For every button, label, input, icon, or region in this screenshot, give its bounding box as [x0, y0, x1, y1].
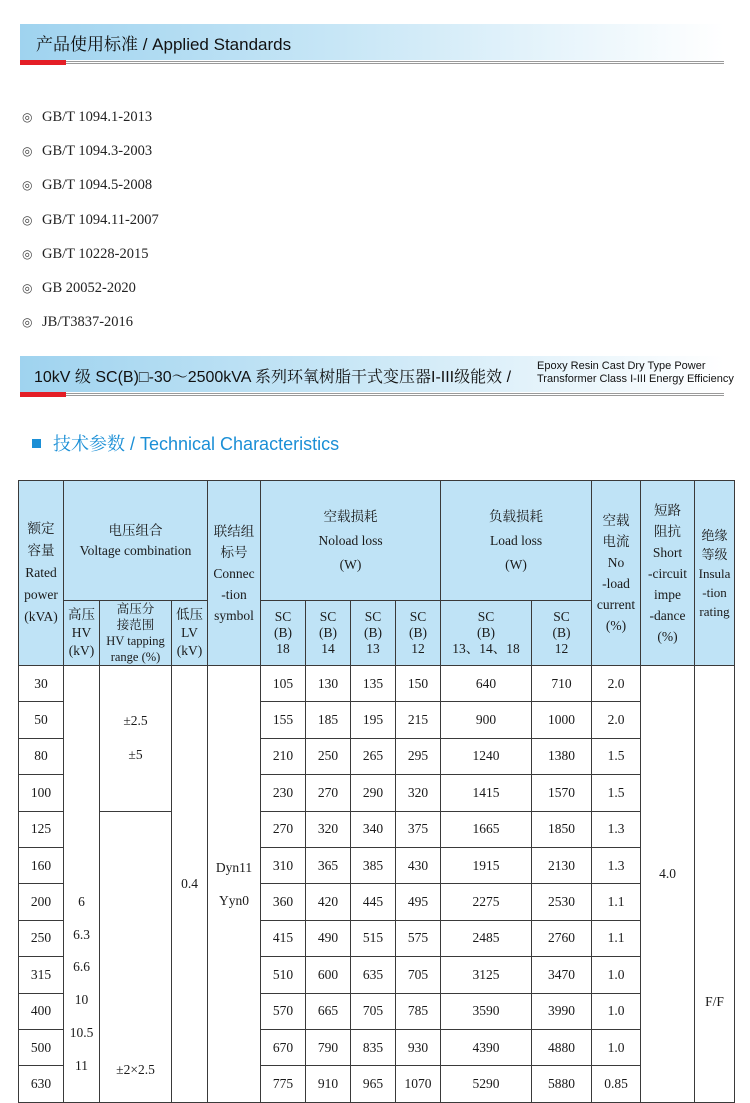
double-circle-bullet-icon: ◎	[22, 178, 33, 193]
cell-rated-power: 30	[19, 666, 64, 702]
cell-nl14: 665	[306, 993, 351, 1029]
cell-nl18: 415	[261, 920, 306, 956]
cell-nl12: 320	[396, 775, 441, 811]
cell-rated-power: 80	[19, 738, 64, 774]
header-rated-en: Rated power (kVA)	[24, 565, 58, 624]
red-accent-bar	[20, 392, 66, 397]
cell-ll12: 1000	[532, 702, 592, 738]
cell-nl13: 265	[351, 738, 396, 774]
standard-code: GB 20052-2020	[42, 280, 136, 297]
cell-rated-power: 200	[19, 884, 64, 920]
cell-rated-power: 125	[19, 811, 64, 847]
header-nl-sc12: SC (B) 12	[396, 601, 441, 666]
cell-nl13: 965	[351, 1066, 396, 1102]
double-circle-bullet-icon: ◎	[22, 212, 33, 227]
standard-item	[22, 271, 159, 305]
header-hv: 高压 HV (kV)	[64, 601, 100, 666]
cell-cur: 1.0	[592, 1029, 641, 1065]
standard-code: GB/T 10228-2015	[42, 245, 149, 262]
cell-cur: 1.3	[592, 847, 641, 883]
cell-cur: 2.0	[592, 702, 641, 738]
divider-line	[66, 63, 724, 64]
cell-ll12: 2760	[532, 920, 592, 956]
header-rated-power	[19, 481, 64, 666]
table-header	[19, 481, 735, 666]
cell-nl14: 790	[306, 1029, 351, 1065]
cell-nl13: 835	[351, 1029, 396, 1065]
cell-nl13: 135	[351, 666, 396, 702]
header-voltage-combination	[64, 481, 208, 601]
standard-code: JB/T3837-2016	[42, 314, 134, 331]
banner-underline	[20, 392, 724, 397]
double-circle-bullet-icon: ◎	[22, 109, 33, 124]
header-impedance: 短路 阻抗 Short -circuit impe -dance (%)	[641, 481, 695, 666]
cell-ll: 640	[441, 666, 532, 702]
divider-line	[66, 61, 724, 62]
standard-item	[22, 306, 159, 340]
cell-nl18: 230	[261, 775, 306, 811]
subtitle-line-2: Transformer Class I-III Energy Efficiency	[537, 373, 734, 385]
cell-ll: 3125	[441, 957, 532, 993]
cell-nl18: 210	[261, 738, 306, 774]
cell-nl18: 155	[261, 702, 306, 738]
standard-item	[22, 169, 159, 203]
cell-ll: 900	[441, 702, 532, 738]
cell-ll: 1415	[441, 775, 532, 811]
cell-nl12: 705	[396, 957, 441, 993]
cell-nl13: 340	[351, 811, 396, 847]
cell-nl13: 385	[351, 847, 396, 883]
cell-rated-power: 100	[19, 775, 64, 811]
standard-code: GB/T 1094.1-2013	[42, 108, 153, 125]
header-noload-loss: 空载损耗 Noload loss (W)	[261, 481, 441, 601]
cell-ll12: 1380	[532, 738, 592, 774]
cell-nl14: 130	[306, 666, 351, 702]
cell-ll: 2485	[441, 920, 532, 956]
cell-nl12: 295	[396, 738, 441, 774]
cell-nl12: 430	[396, 847, 441, 883]
section-banner-product-series	[20, 356, 734, 392]
header-insulation: 绝缘 等级 Insula -tion rating	[695, 481, 735, 666]
cell-nl18: 670	[261, 1029, 306, 1065]
double-circle-bullet-icon: ◎	[22, 143, 33, 158]
header-load-loss: 负载损耗 Load loss (W)	[441, 481, 592, 601]
cell-ll: 1240	[441, 738, 532, 774]
header-ll-sc12: SC (B) 12	[532, 601, 592, 666]
cell-nl12: 375	[396, 811, 441, 847]
square-bullet-icon	[32, 439, 41, 448]
standard-item	[22, 203, 159, 237]
cell-ll12: 710	[532, 666, 592, 702]
section-subtitle	[537, 360, 734, 386]
cell-ll12: 3470	[532, 957, 592, 993]
divider-line	[66, 395, 724, 396]
header-voltage-en: Voltage combination	[79, 542, 192, 558]
table-row	[19, 811, 735, 847]
tech-heading-text: 技术参数 / Technical Characteristics	[53, 434, 340, 454]
cell-rated-power: 160	[19, 847, 64, 883]
cell-cur: 2.0	[592, 666, 641, 702]
cell-rated-power: 630	[19, 1066, 64, 1102]
cell-nl14: 320	[306, 811, 351, 847]
divider-line	[66, 393, 724, 394]
cell-nl14: 250	[306, 738, 351, 774]
cell-ll: 1665	[441, 811, 532, 847]
cell-ll: 3590	[441, 993, 532, 1029]
cell-connection-value: Dyn11 Yyn0	[208, 666, 261, 1103]
cell-cur: 1.5	[592, 775, 641, 811]
cell-rated-power: 250	[19, 920, 64, 956]
header-voltage-cn: 电压组合	[108, 522, 163, 538]
header-lv: 低压 LV (kV)	[172, 601, 208, 666]
cell-cur: 1.5	[592, 738, 641, 774]
cell-nl12: 575	[396, 920, 441, 956]
cell-ll: 1915	[441, 847, 532, 883]
section-banner-applied-standards	[20, 24, 724, 60]
cell-nl14: 420	[306, 884, 351, 920]
cell-nl12: 150	[396, 666, 441, 702]
tech-heading	[32, 430, 339, 456]
table-body	[19, 666, 735, 1103]
cell-ll12: 1570	[532, 775, 592, 811]
cell-nl12: 495	[396, 884, 441, 920]
cell-nl18: 775	[261, 1066, 306, 1102]
cell-nl13: 705	[351, 993, 396, 1029]
header-rated-cn: 额定 容量	[27, 521, 55, 558]
cell-lv-value: 0.4	[172, 666, 208, 1103]
cell-insulation-value: F/F	[695, 666, 735, 1103]
cell-ll12: 1850	[532, 811, 592, 847]
banner-underline	[20, 60, 724, 65]
cell-ll12: 2130	[532, 847, 592, 883]
cell-ll12: 5880	[532, 1066, 592, 1102]
cell-nl12: 1070	[396, 1066, 441, 1102]
spec-table	[18, 480, 735, 1103]
cell-nl14: 910	[306, 1066, 351, 1102]
header-nl-sc18: SC (B) 18	[261, 601, 306, 666]
cell-nl18: 310	[261, 847, 306, 883]
cell-cur: 1.1	[592, 920, 641, 956]
section-title: 产品使用标准 / Applied Standards	[36, 35, 292, 54]
cell-ll: 4390	[441, 1029, 532, 1065]
header-ll-sc131418: SC (B) 13、14、18	[441, 601, 532, 666]
standard-code: GB/T 1094.11-2007	[42, 211, 159, 228]
cell-cur: 0.85	[592, 1066, 641, 1102]
cell-rated-power: 500	[19, 1029, 64, 1065]
cell-nl18: 570	[261, 993, 306, 1029]
cell-impedance-value: 4.0	[641, 666, 695, 1103]
cell-cur: 1.0	[592, 957, 641, 993]
cell-nl12: 930	[396, 1029, 441, 1065]
cell-ll12: 4880	[532, 1029, 592, 1065]
header-connection-symbol: 联结组 标号 Connec -tion symbol	[208, 481, 261, 666]
cell-nl14: 365	[306, 847, 351, 883]
standard-code: GB/T 1094.3-2003	[42, 142, 153, 159]
cell-nl18: 360	[261, 884, 306, 920]
cell-cur: 1.0	[592, 993, 641, 1029]
cell-cur: 1.3	[592, 811, 641, 847]
subtitle-line-1: Epoxy Resin Cast Dry Type Power	[537, 360, 706, 372]
cell-nl14: 270	[306, 775, 351, 811]
double-circle-bullet-icon: ◎	[22, 315, 33, 330]
cell-ll12: 2530	[532, 884, 592, 920]
cell-ll: 2275	[441, 884, 532, 920]
cell-nl18: 105	[261, 666, 306, 702]
double-circle-bullet-icon: ◎	[22, 281, 33, 296]
standard-item	[22, 100, 159, 134]
cell-nl12: 785	[396, 993, 441, 1029]
header-nl-sc14: SC (B) 14	[306, 601, 351, 666]
double-circle-bullet-icon: ◎	[22, 246, 33, 261]
cell-rated-power: 50	[19, 702, 64, 738]
header-hv-tapping	[100, 601, 172, 666]
cell-nl14: 600	[306, 957, 351, 993]
header-nl-sc13: SC (B) 13	[351, 601, 396, 666]
cell-nl13: 445	[351, 884, 396, 920]
cell-nl18: 270	[261, 811, 306, 847]
red-accent-bar	[20, 60, 66, 65]
cell-nl14: 185	[306, 702, 351, 738]
cell-nl18: 510	[261, 957, 306, 993]
section-title: 10kV 级 SC(B)□-30～2500kVA 系列环氧树脂干式变压器I-III级能效 /	[34, 369, 512, 386]
cell-tap-group-1: ±2.5 ±5	[100, 666, 172, 812]
table-row	[19, 666, 735, 702]
standard-item	[22, 237, 159, 271]
header-noload-current: 空载 电流 No -load current (%)	[592, 481, 641, 666]
cell-nl13: 195	[351, 702, 396, 738]
cell-nl12: 215	[396, 702, 441, 738]
header-tap-cn: 高压分 接范围	[116, 602, 155, 632]
cell-ll: 5290	[441, 1066, 532, 1102]
cell-rated-power: 400	[19, 993, 64, 1029]
cell-nl13: 635	[351, 957, 396, 993]
standards-list	[22, 100, 159, 340]
cell-nl13: 290	[351, 775, 396, 811]
header-tap-en: HV tapping range (%)	[106, 634, 165, 664]
cell-rated-power: 315	[19, 957, 64, 993]
cell-ll12: 3990	[532, 993, 592, 1029]
cell-nl14: 490	[306, 920, 351, 956]
standard-code: GB/T 1094.5-2008	[42, 177, 153, 194]
cell-tap-group-2: ±2×2.5	[100, 811, 172, 1102]
cell-nl13: 515	[351, 920, 396, 956]
standard-item	[22, 134, 159, 168]
cell-cur: 1.1	[592, 884, 641, 920]
cell-hv-values: 6 6.3 6.6 10 10.5 11	[64, 666, 100, 1103]
